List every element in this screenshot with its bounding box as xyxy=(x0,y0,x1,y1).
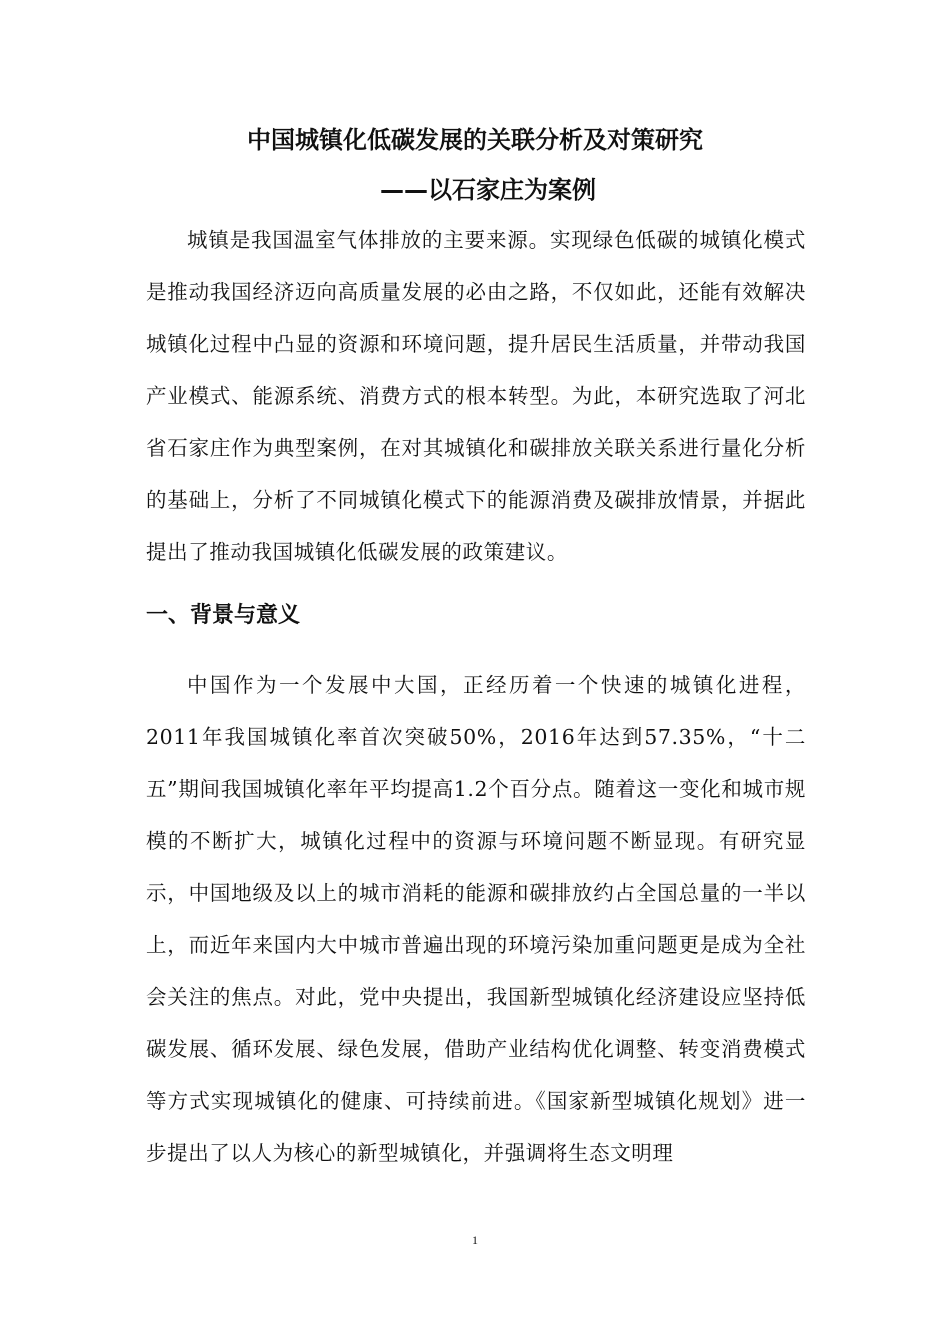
document-title: 中国城镇化低碳发展的关联分析及对策研究 xyxy=(247,126,703,154)
body-paragraph: 中国作为一个发展中大国，正经历着一个快速的城镇化进程，2011年我国城镇化率首次突破50%，2016年达到57.35%，“十二五”期间我国城镇化率年平均提高1.2个百分点。随着这一变化和城市规模的不断扩大，城镇化过程中的资源与环境问题不断显现。有研究显示，中国地级及以上的城市消耗的能源和碳排放约占全国总量的一半以上，而近年来国内大中城市普遍出现的环境污染加重问题更是成为全社会关注的焦点。对此，党中央提出，我国新型城镇化经济建设应坚持低碳发展、循环发展、绿色发展，借助产业结构优化调整、转变消费模式等方式实现城镇化的健康、可持续前进。《国家新型城镇化规划》进一步提出了以人为核心的新型城镇化，并强调将生态文明理 xyxy=(146,673,806,1165)
abstract-paragraph: 城镇是我国温室气体排放的主要来源。实现绿色低碳的城镇化模式是推动我国经济迈向高质量发展的必由之路，不仅如此，还能有效解决城镇化过程中凸显的资源和环境问题，提升居民生活质量，并带动我国产业模式、能源系统、消费方式的根本转型。为此，本研究选取了河北省石家庄作为典型案例，在对其城镇化和碳排放关联关系进行量化分析的基础上，分析了不同城镇化模式下的能源消费及碳排放情景，并据此提出了推动我国城镇化低碳发展的政策建议。 xyxy=(146,228,806,564)
section-heading: 一、背景与意义 xyxy=(146,603,301,628)
document-subtitle: ——以石家庄为案例 xyxy=(380,176,596,204)
page-number: 1 xyxy=(472,1233,478,1247)
